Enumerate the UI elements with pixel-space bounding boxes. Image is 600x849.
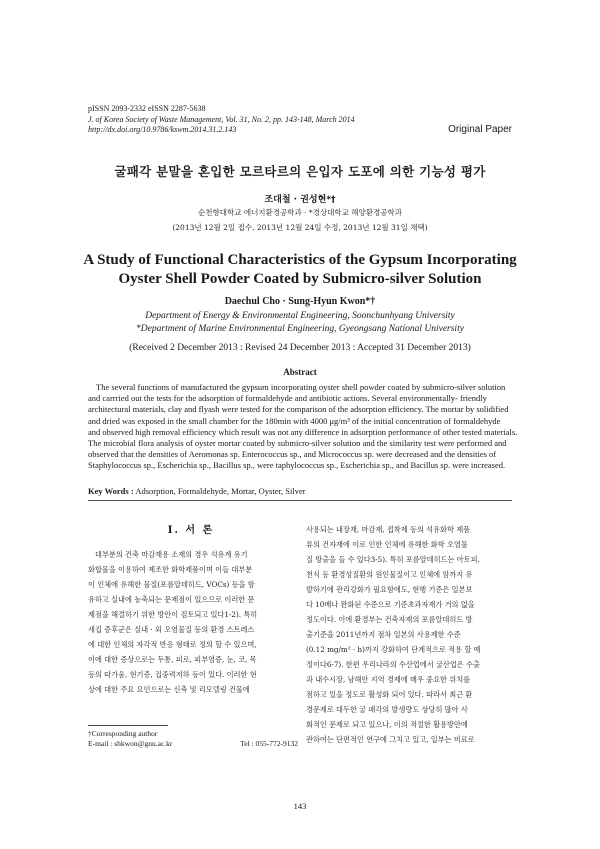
- body-line: 경문제로 대두한 굴 패각의 발생량도 상당히 많아 사: [306, 705, 468, 714]
- keywords-label: Key Words :: [88, 486, 134, 496]
- keywords-value: Adsorption, Formaldehyde, Mortar, Oyster, Silver: [135, 486, 306, 496]
- english-dates: (Received 2 December 2013 : Revised 24 December 2013 : Accepted 31 December 2013): [129, 343, 471, 353]
- body-line: 천식 등 환경성질환의 원인물질이고 인체에 암까지 유: [306, 570, 473, 579]
- journal-header: [88, 104, 355, 136]
- abstract-line: observed that the densities of Aeromonas sp. Enterococcus sp., and Micrococcus sp. were decreased and the densities of: [88, 449, 497, 460]
- body-line: 질 방출을 들 수 있다3-5). 특히 포름알데히드는 아토피,: [306, 555, 480, 564]
- body-line: 정도이다. 이에 환경부는 건축자재의 포름알데히드 방: [306, 615, 473, 624]
- abstract-line: architectural materials, clay and flyash were tested for the comparison of the adsorption efficiency. The mortar by solidified: [88, 404, 509, 415]
- journal-citation: J. of Korea Society of Waste Management, Vol. 31, No. 2, pp. 143-148, March 2014: [88, 114, 355, 124]
- body-line: 등의 따가움, 현기증, 집중력저하 등이 있다. 이러한 현: [88, 670, 257, 679]
- body-line: 유하고 실내에 농축되는 문제점이 있으므로 이러한 문: [88, 595, 255, 604]
- author-email[interactable]: E-mail : shkwon@gnu.ac.kr: [88, 739, 173, 748]
- english-authors: Daechul Cho · Sung-Hyun Kwon*†: [224, 296, 376, 307]
- english-affiliations: [0, 310, 600, 336]
- author-phone: Tel : 055-772-9132: [240, 739, 298, 748]
- korean-affiliations: 순천향대학교 에너지환경공학과 · *경상대학교 해양환경공학과: [197, 208, 403, 217]
- corresponding-author-label: †Corresponding author: [88, 729, 158, 738]
- korean-dates: (2013년 12월 2일 접수, 2013년 12월 24일 수정, 2013년 12월 31일 채택): [172, 223, 428, 232]
- korean-title: 굴패각 분말을 혼입한 모르타르의 은입자 도포에 의한 기능성 평가: [114, 164, 486, 179]
- body-column-right: [306, 522, 512, 747]
- abstract-line: and dried was exposed in the small chamber for the 180min with 4000 μg/m³ of the initial concentration of formaldehyde: [88, 415, 501, 426]
- abstract-line: Staphylococcus sp., Escherichia sp., Bacillus sp., were taphylococcus sp., Escherichia sp., and Bacillus sp. were increased.: [88, 460, 506, 471]
- body-line: 이에 대한 증상으로는 두통, 피로, 피부염증, 눈, 코, 목: [88, 655, 257, 664]
- body-line: 새집 증후군은 실내 · 외 오염물질 등의 환경 스트레스: [88, 625, 255, 634]
- affiliation-1: Department of Energy & Environmental Engineering, Soonchunhyang University: [145, 311, 455, 321]
- body-line: 상에 대한 주요 요인으로는 신축 및 리모델링 건물에: [88, 685, 250, 694]
- body-line: (0.12 mg/m² · h)까지 강화하여 단계적으로 적용 할 예: [306, 645, 481, 654]
- keywords: [88, 486, 306, 496]
- footnote: [88, 729, 298, 749]
- body-line: 정이다6-7). 한편 우리나라의 수산업에서 굴산업은 수출: [306, 660, 480, 669]
- body-line: 사용되는 내장재, 마감재, 접착제 등의 석유화학 제품: [306, 525, 471, 534]
- body-line: 출기준을 2011년까지 점차 일본의 사용제한 수준: [306, 630, 461, 639]
- body-line: 과 내수시장, 남해안 지역 경제에 매우 중요한 위치를: [306, 675, 471, 684]
- body-line: 점하고 있을 정도로 활성화 되어 있다. 따라서 최근 환: [306, 690, 473, 699]
- divider: [88, 500, 512, 501]
- body-line: 관하여는 단편적인 연구에 그치고 있고, 일부는 비료로: [306, 735, 475, 744]
- doi-link[interactable]: http://dx.doi.org/10.9786/kswm.2014.31.2.143: [88, 125, 237, 134]
- abstract-line: and observed high removal efficiency which result was not any difference in adsorption performance of other tested materials.: [88, 426, 518, 437]
- section-heading: I. 서 론: [167, 525, 215, 536]
- body-line: 제점을 해결하기 위한 방안이 검토되고 있다1-2). 특히: [88, 610, 258, 619]
- page-number: 143: [293, 801, 307, 811]
- article-type: Original Paper: [448, 124, 512, 135]
- body-line: 류의 건자재에 이로 인한 인체에 유해한 화학 오염물: [306, 540, 468, 549]
- abstract-line: The several functions of manufactured the gypsum incorporating oyster shell powder coated by submicro-silver solution: [96, 382, 506, 392]
- abstract-heading: Abstract: [283, 367, 317, 377]
- body-column-left: [88, 547, 294, 697]
- footnote-divider: [88, 725, 168, 726]
- abstract-body: [88, 382, 518, 472]
- korean-authors: 조대철 · 권성현*†: [264, 195, 336, 205]
- english-title: A Study of Functional Characteristics of the Gypsum Incorporating Oyster Shell Powder Coated by Submicro-silver Solution: [83, 252, 517, 287]
- body-line: 회적인 문제로 되고 있으나, 이의 적절한 활용방안에: [306, 720, 468, 729]
- body-line: 다 10배나 완화된 수준으로 기준초과자재가 거의 없을: [306, 600, 475, 609]
- body-line: 발하기에 관리강화가 필요함에도, 현행 기준은 일본보: [306, 585, 473, 594]
- body-line: 이 인체에 유해한 물질(포름알데히드, VOCs) 등을 함: [88, 580, 255, 589]
- abstract-line: and carrried out the tests for the adsorption of formaldehyde and antibiotic actions. Several environmentally- friendly: [88, 393, 487, 404]
- abstract-line: The microbial flora analysis of oyster mortar coated by submicro-silver solution and the similarity test were performed and: [88, 437, 507, 448]
- body-line: 화합물을 이용하여 제조한 화학제품이며 이들 대부분: [88, 565, 253, 574]
- issn: pISSN 2093-2332 eISSN 2287-5638: [88, 104, 206, 113]
- body-line: 에 대한 인체의 자각적 반응 형태로 정의 할 수 있으며,: [88, 640, 257, 649]
- body-line: 대부분의 건축 마감재용 소재의 경우 석유계 유기: [95, 550, 248, 559]
- affiliation-2: *Department of Marine Environmental Engineering, Gyeongsang National University: [136, 324, 464, 334]
